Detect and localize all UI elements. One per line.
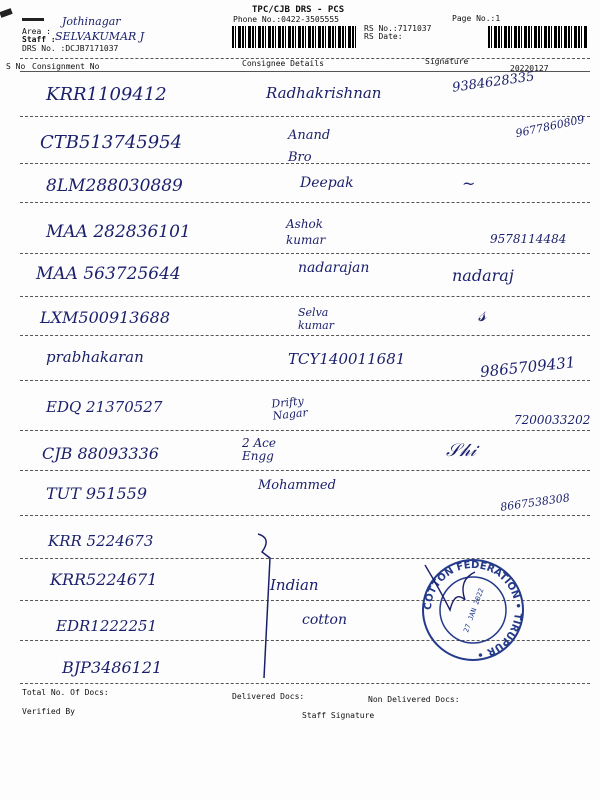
barcode-rs	[488, 26, 588, 48]
area-label: Area :	[22, 27, 51, 36]
signature-phone: 9578114484	[490, 232, 567, 246]
divider	[20, 470, 590, 471]
barcode-drs	[232, 26, 357, 48]
divider	[20, 430, 590, 431]
signature-phone: 9384628335	[451, 69, 536, 96]
page-number: Page No.:1	[452, 14, 501, 23]
area-value: Jothinagar	[62, 15, 121, 28]
verified-by-label: Verified By	[22, 707, 75, 716]
divider	[20, 163, 590, 164]
consignment-number: KRR5224671	[50, 570, 158, 589]
consignee-name: Indian	[270, 576, 319, 594]
col-sno: S No	[6, 62, 26, 71]
drs-number: DRS No. :DCJB7171037	[22, 44, 119, 53]
consignee-name: Selva kumar	[298, 306, 334, 332]
stamp-text: COTTON FEDERATION • TIRUPUR •	[422, 559, 524, 660]
consignment-number: CTB513745954	[40, 132, 183, 153]
divider	[20, 335, 590, 336]
staff-label: Staff :	[22, 35, 56, 44]
signature-phone: 7200033202	[514, 413, 591, 427]
consignment-number: KRR 5224673	[48, 532, 154, 550]
consignment-number: CJB 88093336	[42, 444, 159, 463]
rs-number: RS No.:7171037	[364, 24, 432, 33]
consignment-number: LXM500913688	[40, 308, 171, 327]
consignment-number: BJP3486121	[62, 658, 163, 677]
signature-mark: 𝓈	[478, 302, 487, 327]
divider	[20, 380, 590, 381]
signature-mark: 𝒮𝒽𝒾	[446, 440, 477, 461]
non-delivered-docs-label: Non Delivered Docs:	[368, 695, 460, 704]
consignee-name: Ashok kumar	[286, 217, 326, 247]
divider	[20, 71, 590, 72]
consignee-name: TCY140011681	[288, 350, 406, 368]
divider	[20, 116, 590, 117]
divider	[20, 253, 590, 254]
document-title: TPC/CJB DRS - PCS	[252, 5, 345, 15]
divider	[20, 202, 590, 203]
consignment-number: MAA 563725644	[36, 264, 181, 284]
rs-date: RS Date:	[364, 32, 403, 41]
signature-text: nadaraj	[452, 266, 514, 285]
signature-mark: ~	[462, 174, 476, 193]
divider	[20, 296, 590, 297]
consignee-name: nadarajan	[298, 260, 370, 276]
consignment-number: MAA 282836101	[46, 222, 191, 242]
bracket-mark	[250, 528, 290, 688]
col-signature: Signature	[425, 57, 469, 66]
consignee-name: 2 Ace Engg	[242, 436, 276, 463]
consignment-number: TUT 951559	[46, 484, 147, 503]
signature-phone: 8667538308	[499, 491, 571, 514]
signature-phone: 9677860809	[514, 112, 586, 141]
divider	[20, 683, 590, 684]
consignment-number: 8LM288030889	[46, 176, 183, 196]
col-consignee: Consignee Details	[242, 59, 324, 68]
stamp-date: 27 JAN 2022	[462, 587, 486, 634]
col-date: 20220127	[510, 64, 549, 73]
consignee-name: Radhakrishnan	[266, 84, 382, 102]
total-docs-label: Total No. Of Docs:	[22, 688, 109, 697]
consignment-number: EDR1222251	[56, 617, 158, 635]
consignment-number: prabhakaran	[46, 348, 144, 366]
col-consignment: Consignment No	[32, 62, 100, 71]
scan-mark	[22, 18, 44, 21]
signature-phone: 9865709431	[479, 353, 577, 381]
consignee-name: Deepak	[300, 175, 354, 191]
staff-signature-label: Staff Signature	[302, 711, 375, 720]
consignee-name: Mohammed	[258, 478, 336, 493]
consignment-number: KRR1109412	[46, 84, 167, 105]
phone-number: Phone No.:0422-3505555	[233, 15, 339, 24]
signature-scribble	[420, 560, 480, 620]
consignee-name: Drifty Nagar	[270, 394, 309, 423]
divider	[20, 515, 590, 516]
consignment-number: EDQ 21370527	[46, 398, 163, 416]
consignee-name: Anand Bro	[288, 128, 331, 165]
scan-mark	[0, 8, 13, 18]
consignee-name: cotton	[302, 612, 347, 628]
delivered-docs-label: Delivered Docs:	[232, 692, 305, 701]
staff-value: SELVAKUMAR J	[55, 30, 145, 43]
